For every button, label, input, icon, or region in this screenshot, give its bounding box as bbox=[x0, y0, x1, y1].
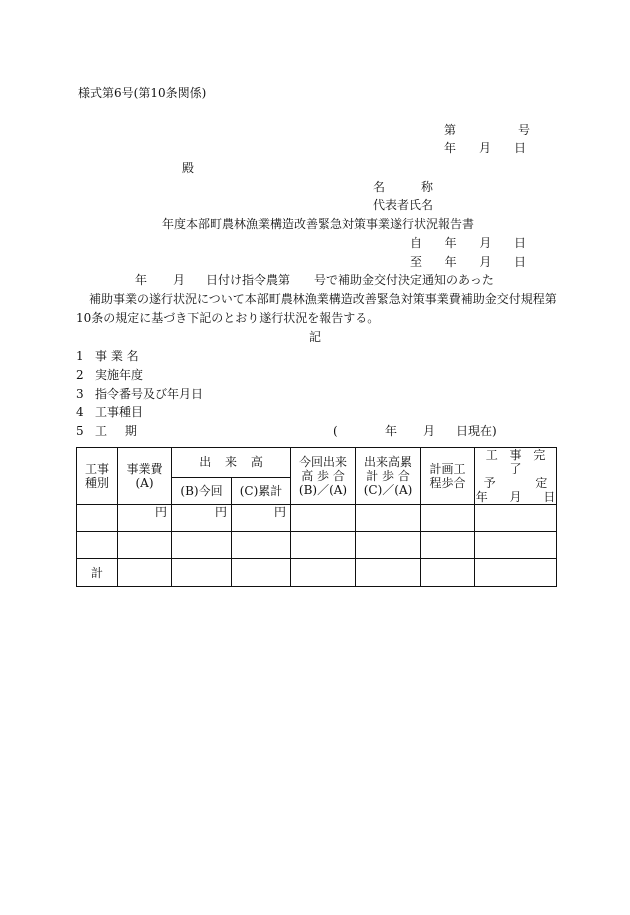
date-day: 日 bbox=[513, 141, 526, 155]
intro-month: 月 bbox=[173, 273, 186, 287]
intro-shirei: 日付け指令農第 bbox=[206, 273, 291, 287]
doc-number-go: 号 bbox=[517, 123, 530, 137]
period-to-line: 至 年 月 日 bbox=[410, 255, 526, 269]
header-kouji-shubetsu: 工事 種別 bbox=[77, 448, 118, 505]
total-row bbox=[77, 559, 557, 587]
yen-unit: 円 bbox=[172, 505, 232, 532]
doc-date-line bbox=[444, 141, 526, 155]
table-row bbox=[77, 532, 557, 559]
total-label: 計 bbox=[77, 559, 118, 587]
header-jigyohi: 事業費 (A) bbox=[118, 448, 172, 505]
header-ruikei: (C)累計 bbox=[232, 477, 291, 504]
item-5-num: 5 bbox=[76, 424, 84, 438]
header-dekidaka: 出 来 高 bbox=[172, 448, 291, 478]
item-1-label: 事 業 名 bbox=[95, 349, 139, 363]
sender-name-label: 名 称 bbox=[373, 180, 433, 194]
table-row bbox=[77, 505, 557, 532]
intro-year: 年 bbox=[135, 273, 148, 287]
yen-unit: 円 bbox=[232, 505, 291, 532]
as-of-year: 年 bbox=[385, 424, 398, 438]
form-label: 様式第6号(第10条関係) bbox=[78, 86, 207, 100]
ki-heading: 記 bbox=[309, 330, 322, 344]
item-3-num: 3 bbox=[76, 387, 84, 401]
yen-unit: 円 bbox=[118, 505, 172, 532]
progress-table bbox=[76, 447, 557, 587]
date-year: 年 bbox=[444, 141, 457, 155]
header-konkai-ratio: 今回出来 高 歩 合 (B)／(A) bbox=[291, 448, 356, 505]
item-4-num: 4 bbox=[76, 405, 84, 419]
intro-notice: 号で補助金交付決定通知のあった bbox=[314, 273, 494, 287]
document-title: 年度本部町農林漁業構造改善緊急対策事業遂行状況報告書 bbox=[162, 217, 475, 231]
as-of-open: ( bbox=[333, 424, 338, 438]
period-from-line: 自 年 月 日 bbox=[410, 236, 526, 250]
as-of-month: 月 bbox=[423, 424, 436, 438]
item-1-num: 1 bbox=[76, 349, 84, 363]
intro-line3: 10条の規定に基づき下記のとおり遂行状況を報告する。 bbox=[76, 311, 380, 325]
header-ruikei-ratio: 出来高累 計 歩 合 (C)／(A) bbox=[356, 448, 421, 505]
header-konkai: (B)今回 bbox=[172, 477, 232, 504]
as-of-day: 日現在) bbox=[456, 424, 497, 438]
doc-number-dai: 第 bbox=[444, 123, 457, 137]
intro-line2: 補助事業の遂行状況について本部町農林漁業構造改善緊急対策事業費補助金交付規程第 bbox=[89, 292, 557, 306]
header-keikaku: 計画工 程歩合 bbox=[421, 448, 475, 505]
date-month: 月 bbox=[478, 141, 491, 155]
item-5-label: 工 期 bbox=[95, 424, 137, 438]
doc-number-line bbox=[444, 123, 530, 137]
addressee-dono: 殿 bbox=[182, 161, 195, 175]
header-kanryo-yotei: 工 事 完 了 予 定 年 月 日 bbox=[475, 448, 556, 504]
item-3-label: 指令番号及び年月日 bbox=[95, 387, 204, 401]
item-2-label: 実施年度 bbox=[95, 368, 144, 382]
item-2-num: 2 bbox=[76, 368, 84, 382]
item-4-label: 工事種目 bbox=[95, 405, 144, 419]
sender-representative-label: 代表者氏名 bbox=[373, 198, 434, 212]
